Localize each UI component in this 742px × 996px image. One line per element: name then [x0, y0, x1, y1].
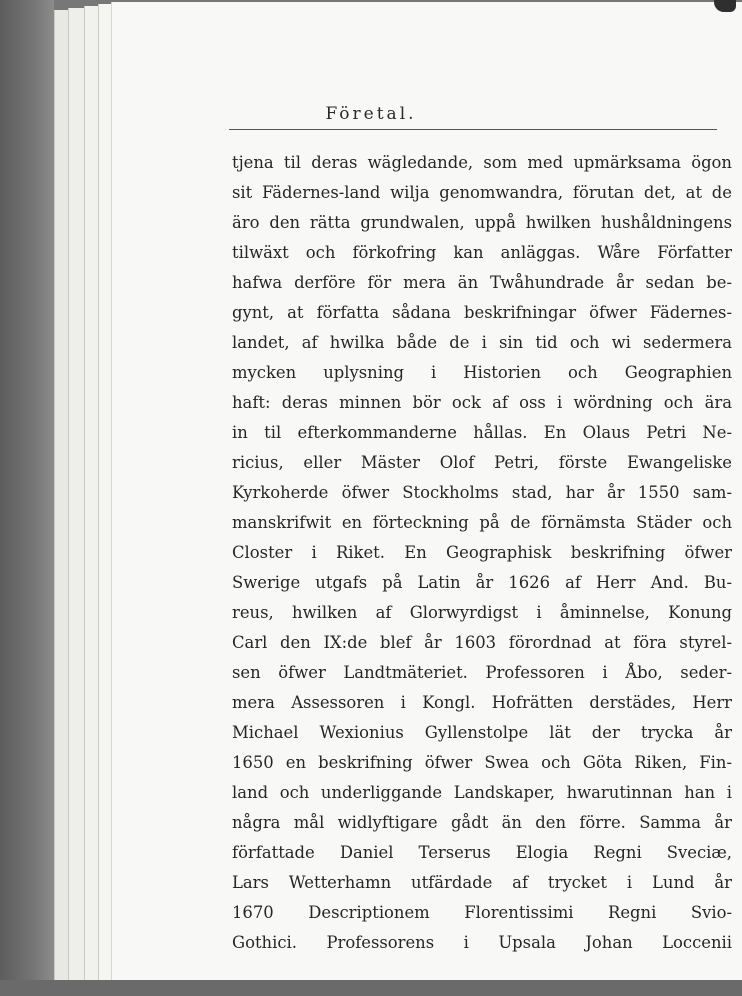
text-line: in til efterkommanderne hållas. En Olaus Petri Ne-: [232, 423, 732, 442]
text-line: hafwa derföre för mera än Twåhundrade år sedan be-: [232, 273, 732, 292]
text-line: landet, af hwilka både de i sin tid och wi sedermera: [232, 333, 732, 352]
text-line: mera Assessoren i Kongl. Hofrätten derstädes, Herr: [232, 693, 732, 712]
text-line: tilwäxt och förkofring kan anläggas. Wåre Författer: [232, 243, 732, 262]
running-head: Företal.: [325, 104, 417, 124]
text-line: äro den rätta grundwalen, uppå hwilken hushåldningens: [232, 213, 732, 232]
text-line: ricius, eller Mäster Olof Petri, förste Ewangeliske: [232, 453, 732, 472]
text-line: författade Daniel Terserus Elogia Regni Sveciæ,: [232, 843, 732, 862]
text-line: Closter i Riket. En Geographisk beskrifning öfwer: [232, 543, 732, 562]
text-line: gynt, at författa sådana beskrifningar öfwer Fädernes-: [232, 303, 732, 322]
text-line: några mål widlyftigare gådt än den förre. Samma år: [232, 813, 732, 832]
text-line: 1670 Descriptionem Florentissimi Regni Svio-: [232, 903, 732, 922]
text-line: mycken uplysning i Historien och Geographien: [232, 363, 732, 382]
text-line: sen öfwer Landtmäteriet. Professoren i Åbo, seder-: [232, 663, 732, 682]
text-line: 1650 en beskrifning öfwer Swea och Göta Riken, Fin-: [232, 753, 732, 772]
text-line: Lars Wetterhamn utfärdade af trycket i Lund år: [232, 873, 732, 892]
text-line: land och underliggande Landskaper, hwarutinnan han i: [232, 783, 732, 802]
text-line: Carl den IX:de blef år 1603 förordnad at föra styrel-: [232, 633, 732, 652]
body-text: [232, 148, 732, 958]
text-line: Swerige utgafs på Latin år 1626 af Herr And. Bu-: [232, 573, 732, 592]
text-line: haft: deras minnen bör ock af oss i wördning och ära: [232, 393, 732, 412]
text-line: manskrifwit en förteckning på de förnämsta Städer och: [232, 513, 732, 532]
corner-clip-mark: [714, 0, 736, 12]
text-line: Kyrkoherde öfwer Stockholms stad, har år 1550 sam-: [232, 483, 732, 502]
text-line: sit Fädernes-land wilja genomwandra, förutan det, at de: [232, 183, 732, 202]
text-line: tjena til deras wägledande, som med upmärksama ögon: [232, 153, 732, 172]
header-rule: [229, 129, 717, 130]
text-line: Gothici. Professorens i Upsala Johan Loccenii: [232, 933, 732, 952]
text-line: reus, hwilken af Glorwyrdigst i åminnelse, Konung: [232, 603, 732, 622]
book-spine-edge: [0, 0, 54, 996]
scan-bottom-edge: [0, 980, 742, 996]
text-line: Michael Wexionius Gyllenstolpe lät der trycka år: [232, 723, 732, 742]
